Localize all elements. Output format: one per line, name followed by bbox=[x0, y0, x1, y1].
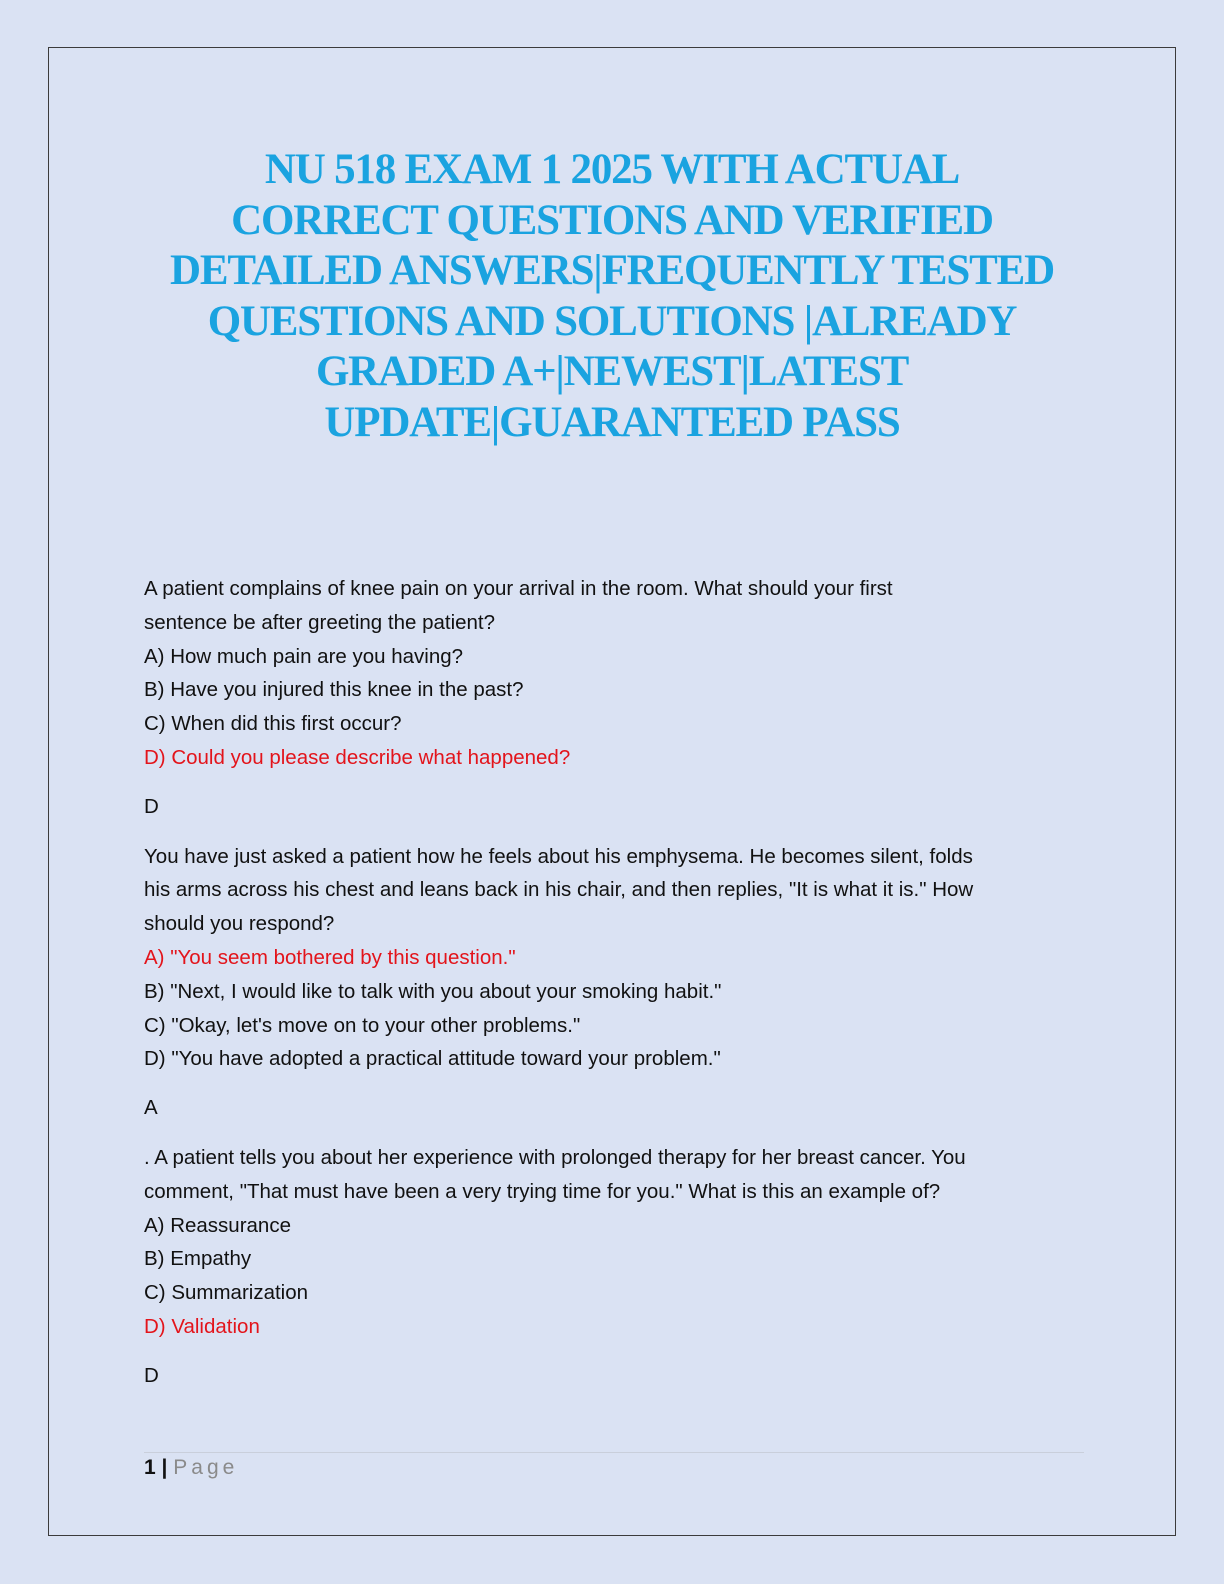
question-stem-line: A patient complains of knee pain on your arrival in the room. What should your first bbox=[144, 577, 893, 600]
answer-option: A) How much pain are you having? bbox=[144, 644, 464, 668]
page-number: 1 bbox=[144, 1456, 156, 1479]
answer-option: C) When did this first occur? bbox=[144, 712, 402, 736]
answer-key: A bbox=[144, 1096, 158, 1120]
title-line: CORRECT QUESTIONS AND VERIFIED bbox=[231, 196, 993, 244]
answer-option: C) "Okay, let's move on to your other problems." bbox=[144, 1013, 581, 1037]
title-line: QUESTIONS AND SOLUTIONS |ALREADY bbox=[207, 297, 1017, 345]
question-stem-line: comment, "That must have been a very trying time for you." What is this an example of? bbox=[144, 1179, 941, 1203]
question-list bbox=[144, 572, 1044, 1409]
answer-option: B) Have you injured this knee in the past? bbox=[144, 678, 524, 702]
question-block bbox=[144, 572, 1044, 824]
footer-separator: | bbox=[161, 1456, 168, 1479]
document-title bbox=[130, 145, 1094, 448]
title-line: NU 518 EXAM 1 2025 WITH ACTUAL bbox=[264, 146, 960, 193]
question-block bbox=[144, 840, 1044, 1125]
page-label: Page bbox=[173, 1456, 239, 1479]
answer-option: D) "You have adopted a practical attitude toward your problem." bbox=[144, 1047, 721, 1071]
correct-answer-option: A) "You seem bothered by this question." bbox=[144, 945, 516, 969]
title-line: DETAILED ANSWERS|FREQUENTLY TESTED bbox=[170, 247, 1054, 294]
answer-option: B) "Next, I would like to talk with you about your smoking habit." bbox=[144, 979, 722, 1003]
answer-key: D bbox=[144, 794, 159, 818]
title-line: GRADED A+|NEWEST|LATEST bbox=[315, 348, 909, 395]
answer-option: C) Summarization bbox=[144, 1281, 309, 1305]
question-stem-line: You have just asked a patient how he feels about his emphysema. He becomes silent, folds bbox=[144, 844, 973, 868]
question-stem-line: . A patient tells you about her experience with prolonged therapy for her breast cancer. You bbox=[144, 1145, 966, 1169]
title-line: UPDATE|GUARANTEED PASS bbox=[324, 398, 900, 446]
footer-divider bbox=[144, 1452, 1084, 1453]
answer-key: D bbox=[144, 1363, 159, 1387]
answer-option: A) Reassurance bbox=[144, 1213, 291, 1237]
question-stem-line: sentence be after greeting the patient? bbox=[144, 610, 496, 634]
question-stem-line: should you respond? bbox=[144, 912, 335, 936]
correct-answer-option: D) Could you please describe what happened? bbox=[144, 745, 571, 769]
correct-answer-option: D) Validation bbox=[144, 1314, 260, 1338]
page-footer bbox=[144, 1455, 238, 1481]
question-stem-line: his arms across his chest and leans back in his chair, and then replies, "It is what it is." How bbox=[144, 878, 974, 902]
question-block bbox=[144, 1141, 1044, 1393]
answer-option: B) Empathy bbox=[144, 1247, 252, 1271]
